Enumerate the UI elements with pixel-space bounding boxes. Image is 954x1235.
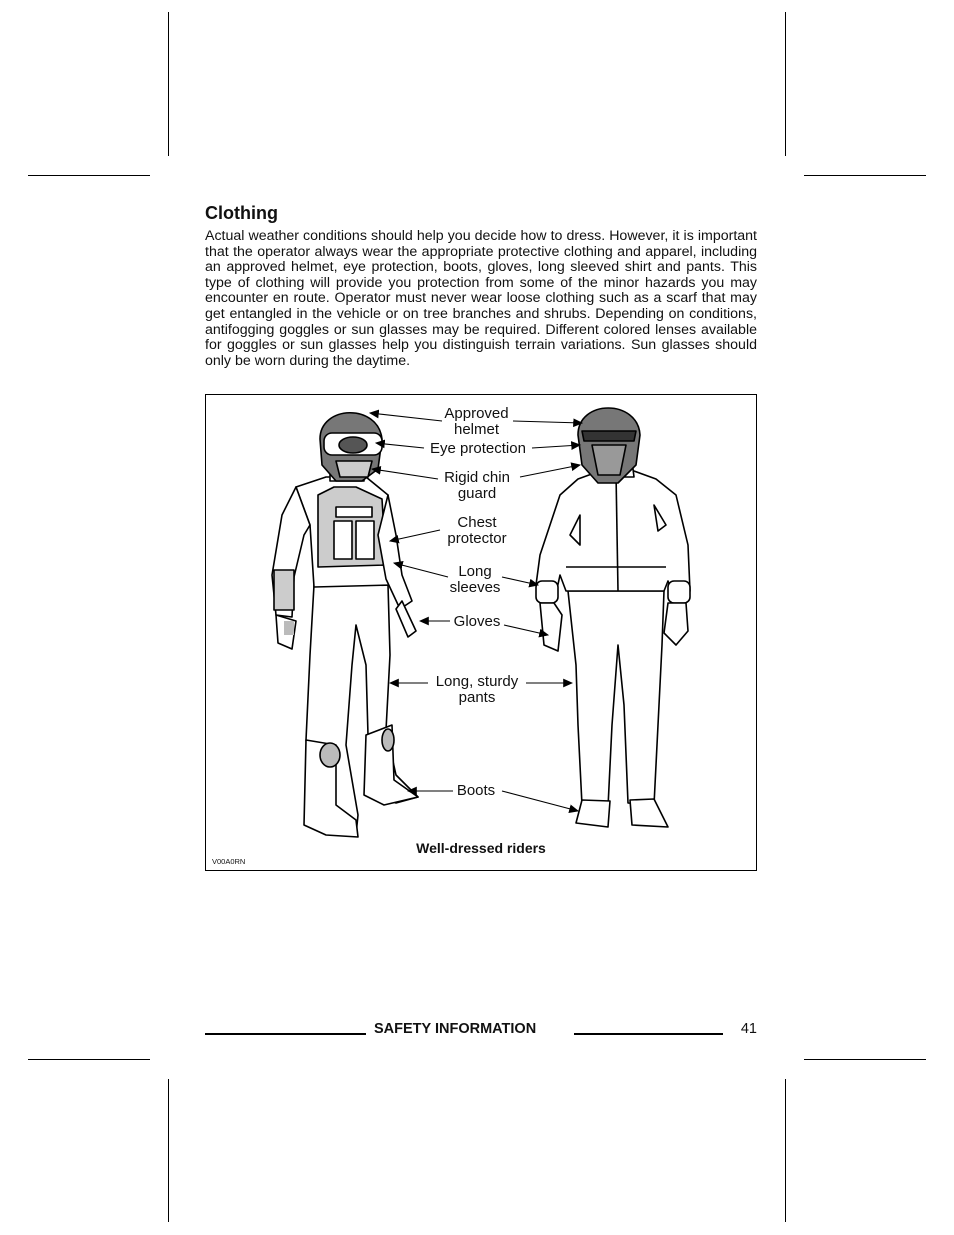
riders-figure <box>205 394 757 871</box>
crop-mark <box>785 1079 786 1222</box>
label-gloves: Gloves <box>453 613 501 630</box>
crop-mark <box>168 1079 169 1222</box>
figure-caption: Well-dressed riders <box>416 840 546 856</box>
label-approved-helmet: Approved helmet <box>444 405 509 438</box>
footer-section-label: SAFETY INFORMATION <box>374 1021 537 1037</box>
crop-mark <box>804 175 926 176</box>
body-paragraph: Actual weather conditions should help you decide how to dress. However, it is important that the operator always wear the appropriate protective clothing and apparel, including an approved helmet, eye protection, boots, gloves, long sleeved shirt and pants. This type of clothing will provide you protection from some of the minor hazards you may encounter en route. Operator must never wear loose clothing such as a scarf that may get entangled in the vehicle or on tree branches and shrubs. Depending on conditions, antifogging goggles or sun glasses may be required. Different colored lenses available for goggles or sun glasses help you distinguish terrain variations. Sun glasses should only be worn during the daytime. <box>205 228 757 369</box>
crop-mark <box>168 12 169 156</box>
label-eye-protection: Eye protection <box>430 440 526 457</box>
right-rider <box>536 408 690 827</box>
footer-rule-left <box>205 1033 366 1035</box>
label-rigid-chin-guard: Rigid chin guard <box>444 469 510 502</box>
crop-mark <box>28 175 150 176</box>
left-rider <box>272 413 418 837</box>
label-long-sturdy-pants: Long, sturdy pants <box>435 673 519 706</box>
crop-mark <box>785 12 786 156</box>
page-footer <box>205 1021 757 1041</box>
crop-mark <box>804 1059 926 1060</box>
figure-code: V00A0RN <box>212 857 246 866</box>
crop-mark <box>28 1059 150 1060</box>
footer-rule-right <box>574 1033 723 1035</box>
section-title: Clothing <box>205 203 278 223</box>
page-number: 41 <box>740 1021 757 1037</box>
label-long-sleeves: Long sleeves <box>449 563 501 596</box>
label-chest-protector: Chest protector <box>447 514 507 547</box>
label-boots: Boots <box>456 782 496 799</box>
